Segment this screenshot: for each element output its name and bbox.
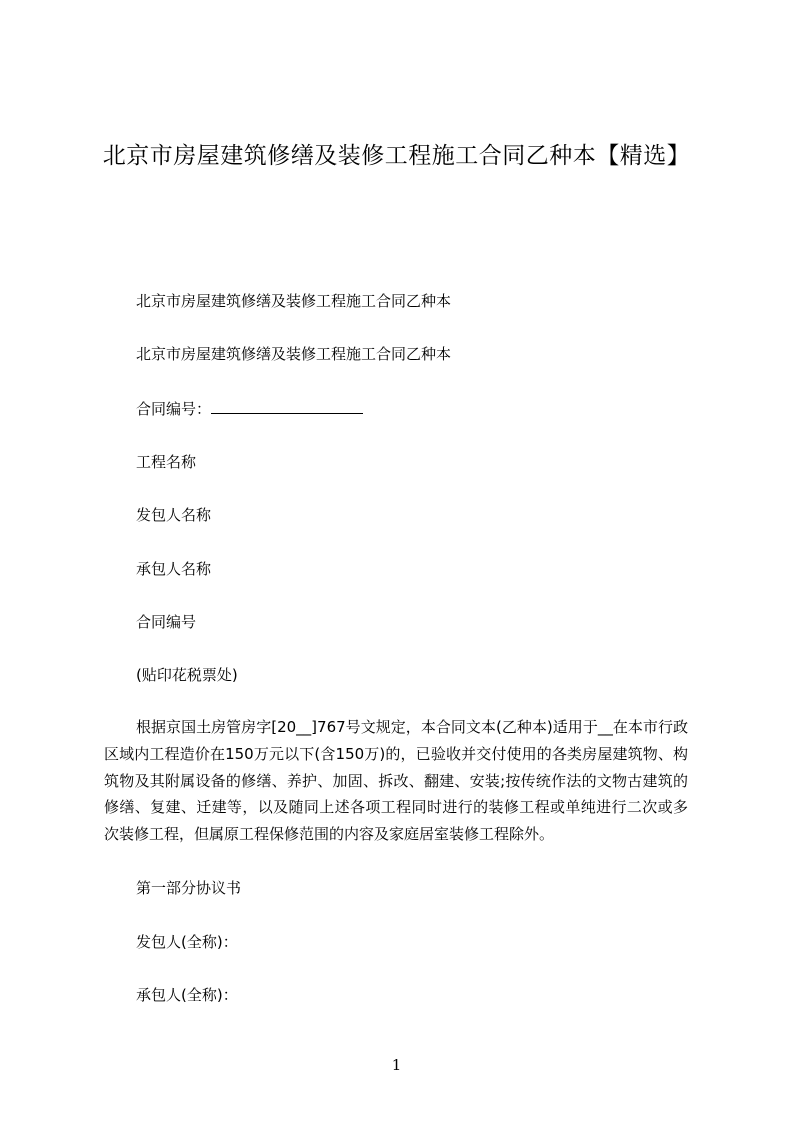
contractor-name-label: 承包人名称 <box>136 560 212 578</box>
page-number: 1 <box>391 1056 402 1074</box>
project-name-label: 工程名称 <box>136 453 197 471</box>
scope-paragraph: 根据京国土房管房字[20__]767号文规定，本合同文本(乙种本)适用于__在本市行政区域内工程造价在150万元以下(含150万)的，已验收并交付使用的各类房屋建筑物、构筑物及其附属设备的修缮、养护、加固、拆改、翻建、安装;按传统作法的文物古建筑的修缮、复建、迁建等，以及随同上述各项工程同时进行的装修工程或单纯进行二次或多次装修工程，但属原工程保修范围的内容及家庭居室装修工程除外。 <box>104 718 688 844</box>
contract-number-label-2: 合同编号 <box>136 613 197 631</box>
employer-full-name-label: 发包人(全称)： <box>136 933 238 951</box>
contractor-full-name-label: 承包人(全称)： <box>136 986 238 1004</box>
subtitle-2: 北京市房屋建筑修缮及装修工程施工合同乙种本 <box>136 345 452 363</box>
subtitle-1: 北京市房屋建筑修缮及装修工程施工合同乙种本 <box>136 292 452 310</box>
employer-name-label: 发包人名称 <box>136 506 212 524</box>
part-one-heading: 第一部分协议书 <box>136 879 242 897</box>
contract-number-blank <box>211 398 363 414</box>
contract-number-label: 合同编号： <box>136 400 212 418</box>
stamp-duty-note: (贴印花税票处) <box>136 666 238 684</box>
contract-number-line <box>136 398 363 419</box>
document-title: 北京市房屋建筑修缮及装修工程施工合同乙种本【精选】 <box>102 143 691 169</box>
